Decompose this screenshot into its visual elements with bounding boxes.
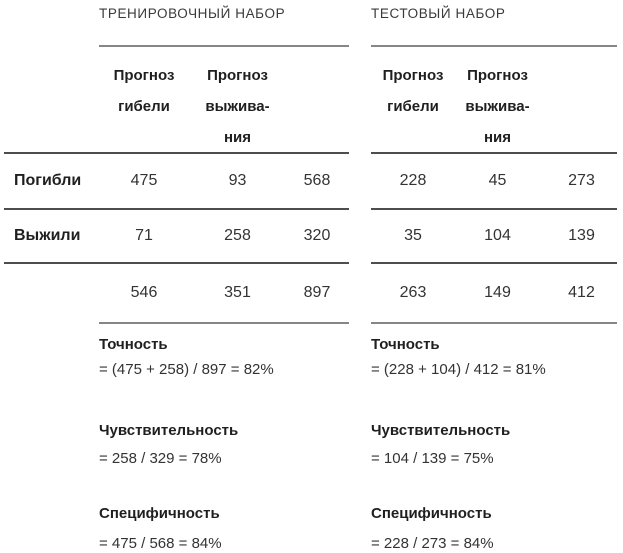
specificity-formula: = 228 / 273 = 84% <box>371 535 494 552</box>
training-set-title: ТРЕНИРОВОЧНЫЙ НАБОР <box>99 6 286 21</box>
accuracy-label: Точность <box>99 336 168 353</box>
training-grand-total: 897 <box>303 284 331 301</box>
test-died-total: 273 <box>568 172 595 189</box>
header-line: выжива- <box>465 98 530 115</box>
sensitivity-label: Чувствительность <box>99 422 239 439</box>
accuracy-label: Точность <box>371 336 440 353</box>
test-survived-total: 139 <box>568 227 595 244</box>
statistics-section <box>0 324 623 553</box>
header-line: Прогноз <box>382 67 444 84</box>
training-survived-total: 320 <box>303 227 331 244</box>
sensitivity-formula: = 258 / 329 = 78% <box>99 450 222 467</box>
survived-row-top-rule <box>0 208 623 210</box>
accuracy-formula: = (228 + 104) / 412 = 81% <box>371 361 546 378</box>
rule-segment-training <box>4 262 349 264</box>
test-survived-predicted-death: 35 <box>404 227 422 244</box>
rule-segment-training <box>4 208 349 210</box>
specificity-label: Специфичность <box>371 505 492 522</box>
training-survived-predicted-death: 71 <box>135 227 153 244</box>
header-line: ния <box>483 129 512 146</box>
row-label-survived: Выжили <box>14 227 81 244</box>
test-died-predicted-death: 228 <box>399 172 427 189</box>
table-row-totals <box>0 264 623 322</box>
test-stats <box>371 324 617 553</box>
rule-segment-test <box>371 262 617 264</box>
column-header-row <box>0 47 623 152</box>
set-titles <box>0 0 623 45</box>
header-line: выжива- <box>205 98 270 115</box>
test-col-predicted-death <box>371 47 455 122</box>
row-label-died: Погибли <box>14 172 82 189</box>
training-col-predicted-survival <box>190 47 285 153</box>
specificity-label: Специфичность <box>99 505 220 522</box>
table-row-survived <box>0 210 623 262</box>
training-survived-predicted-survival: 258 <box>224 227 251 244</box>
training-died-predicted-death: 475 <box>130 172 158 189</box>
header-line: Прогноз <box>207 67 268 84</box>
died-row-top-rule <box>0 152 623 154</box>
header-line: ния <box>223 129 252 146</box>
test-total-predicted-death: 263 <box>399 284 427 301</box>
rule-segment-test <box>371 208 617 210</box>
training-total-predicted-death: 546 <box>130 284 158 301</box>
test-survived-predicted-survival: 104 <box>484 227 511 244</box>
training-died-predicted-survival: 93 <box>228 172 247 189</box>
header-line: гибели <box>118 98 170 115</box>
header-line: Прогноз <box>467 67 528 84</box>
header-line: Прогноз <box>113 67 175 84</box>
test-grand-total: 412 <box>568 284 595 301</box>
test-total-predicted-survival: 149 <box>484 284 511 301</box>
training-died-total: 568 <box>303 172 331 189</box>
totals-row-top-rule <box>0 262 623 264</box>
training-stats <box>99 324 349 553</box>
table-row-died <box>0 154 623 208</box>
test-col-predicted-survival <box>455 47 540 153</box>
header-line: гибели <box>387 98 439 115</box>
test-died-predicted-survival: 45 <box>488 172 507 189</box>
rule-segment-training <box>4 152 349 154</box>
sensitivity-formula: = 104 / 139 = 75% <box>371 450 494 467</box>
sensitivity-label: Чувствительность <box>371 422 511 439</box>
training-col-predicted-death <box>98 47 190 122</box>
training-total-predicted-survival: 351 <box>224 284 251 301</box>
test-set-title: ТЕСТОВЫЙ НАБОР <box>371 6 506 21</box>
rule-segment-test <box>371 152 617 154</box>
accuracy-formula: = (475 + 258) / 897 = 82% <box>99 361 274 378</box>
specificity-formula: = 475 / 568 = 84% <box>99 535 222 552</box>
